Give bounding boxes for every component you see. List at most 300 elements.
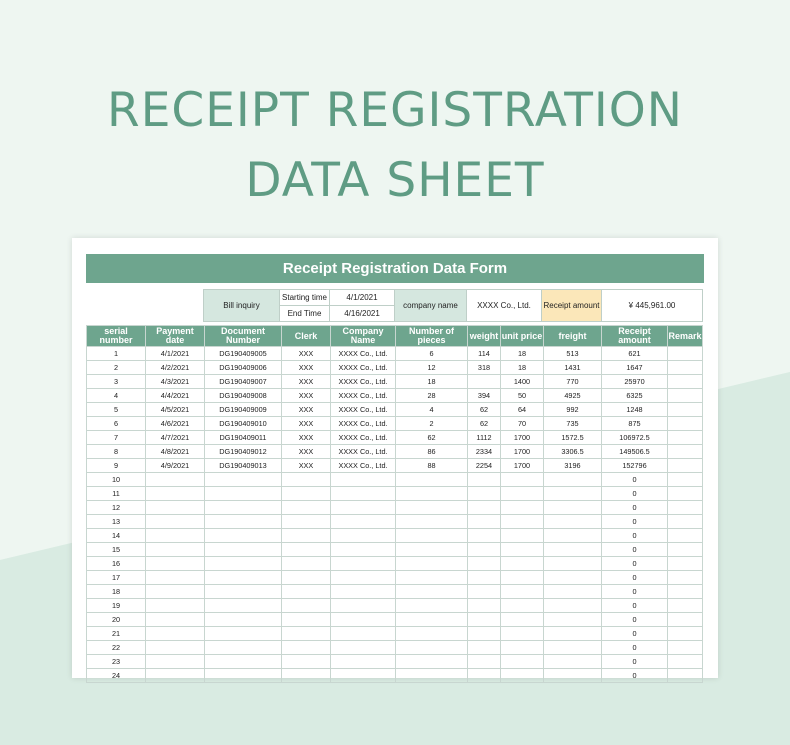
table-cell[interactable] <box>668 501 703 515</box>
table-cell[interactable]: DG190409006 <box>205 361 282 375</box>
table-cell[interactable]: XXXX Co., Ltd. <box>331 389 396 403</box>
table-cell[interactable] <box>331 543 396 557</box>
table-cell[interactable] <box>501 571 544 585</box>
table-row <box>87 459 703 473</box>
table-cell[interactable]: XXX <box>282 417 331 431</box>
table-cell[interactable]: 0 <box>602 487 668 501</box>
table-cell[interactable] <box>544 571 602 585</box>
table-cell[interactable] <box>501 529 544 543</box>
table-cell[interactable]: XXX <box>282 431 331 445</box>
table-cell[interactable] <box>282 641 331 655</box>
table-cell[interactable]: DG190409008 <box>205 389 282 403</box>
table-cell[interactable]: 0 <box>602 557 668 571</box>
table-cell[interactable]: 22 <box>87 641 146 655</box>
table-cell[interactable]: 2 <box>87 361 146 375</box>
table-cell[interactable]: 16 <box>87 557 146 571</box>
table-cell[interactable] <box>501 655 544 669</box>
table-cell[interactable]: 0 <box>602 669 668 683</box>
table-cell[interactable] <box>668 613 703 627</box>
table-cell[interactable]: 2254 <box>468 459 501 473</box>
table-cell[interactable]: 62 <box>396 431 468 445</box>
table-cell[interactable] <box>668 543 703 557</box>
table-row <box>87 641 703 655</box>
table-cell[interactable] <box>146 627 205 641</box>
table-cell[interactable]: 9 <box>87 459 146 473</box>
table-cell[interactable] <box>282 487 331 501</box>
starting-time-cell[interactable]: 4/1/2021 <box>330 290 395 306</box>
table-cell[interactable]: 18 <box>501 347 544 361</box>
table-cell[interactable] <box>501 669 544 683</box>
table-cell[interactable] <box>544 641 602 655</box>
table-cell[interactable]: 62 <box>468 417 501 431</box>
table-cell[interactable] <box>205 641 282 655</box>
table-row <box>87 473 703 487</box>
table-cell[interactable] <box>668 571 703 585</box>
table-cell[interactable] <box>544 669 602 683</box>
table-cell[interactable]: 3196 <box>544 459 602 473</box>
bill-inquiry-label: Bill inquiry <box>204 290 280 322</box>
table-cell[interactable]: DG190409009 <box>205 403 282 417</box>
table-cell[interactable]: XXXX Co., Ltd. <box>331 347 396 361</box>
table-cell[interactable] <box>396 669 468 683</box>
table-row <box>87 599 703 613</box>
table-cell[interactable] <box>396 529 468 543</box>
table-cell[interactable] <box>396 543 468 557</box>
table-cell[interactable] <box>282 585 331 599</box>
table-cell[interactable] <box>205 557 282 571</box>
table-cell[interactable]: 1 <box>87 347 146 361</box>
table-cell[interactable]: 4/8/2021 <box>146 445 205 459</box>
table-cell[interactable] <box>501 627 544 641</box>
table-cell[interactable]: XXXX Co., Ltd. <box>331 459 396 473</box>
table-cell[interactable]: 1431 <box>544 361 602 375</box>
table-cell[interactable]: 20 <box>87 613 146 627</box>
table-cell[interactable] <box>544 599 602 613</box>
table-cell[interactable] <box>396 655 468 669</box>
end-time-label: End Time <box>280 306 330 322</box>
table-row <box>87 627 703 641</box>
table-cell[interactable]: 0 <box>602 515 668 529</box>
table-cell[interactable] <box>396 585 468 599</box>
table-cell[interactable]: 64 <box>501 403 544 417</box>
table-cell[interactable]: 318 <box>468 361 501 375</box>
table-cell[interactable]: 5 <box>87 403 146 417</box>
table-cell[interactable]: 4/9/2021 <box>146 459 205 473</box>
page-title-line1: RECEIPT REGISTRATION <box>107 83 683 138</box>
table-cell[interactable] <box>331 501 396 515</box>
table-cell[interactable] <box>396 501 468 515</box>
table-cell[interactable]: 0 <box>602 613 668 627</box>
table-row <box>87 347 703 361</box>
table-cell[interactable]: 1700 <box>501 445 544 459</box>
table-cell[interactable]: 875 <box>602 417 668 431</box>
table-cell[interactable] <box>146 557 205 571</box>
table-cell[interactable]: 2334 <box>468 445 501 459</box>
table-cell[interactable] <box>396 571 468 585</box>
table-cell[interactable]: 2 <box>396 417 468 431</box>
table-cell[interactable]: 28 <box>396 389 468 403</box>
table-cell[interactable] <box>544 515 602 529</box>
table-cell[interactable]: 4925 <box>544 389 602 403</box>
table-cell[interactable] <box>331 473 396 487</box>
table-cell[interactable] <box>544 557 602 571</box>
table-cell[interactable]: XXX <box>282 403 331 417</box>
table-cell[interactable]: 770 <box>544 375 602 389</box>
table-cell[interactable] <box>396 641 468 655</box>
table-cell[interactable] <box>146 473 205 487</box>
table-cell[interactable]: DG190409011 <box>205 431 282 445</box>
table-cell[interactable] <box>331 641 396 655</box>
table-cell[interactable] <box>501 599 544 613</box>
table-cell[interactable]: XXXX Co., Ltd. <box>331 403 396 417</box>
table-cell[interactable] <box>501 543 544 557</box>
table-cell[interactable]: 50 <box>501 389 544 403</box>
table-cell[interactable]: 1700 <box>501 431 544 445</box>
table-cell[interactable] <box>146 585 205 599</box>
table-cell[interactable] <box>501 585 544 599</box>
table-cell[interactable]: 7 <box>87 431 146 445</box>
header-document-number: Document Number <box>205 326 282 347</box>
table-cell[interactable]: XXX <box>282 389 331 403</box>
page-title-line2: DATA SHEET <box>245 153 545 208</box>
table-cell[interactable]: XXX <box>282 445 331 459</box>
table-cell[interactable] <box>331 557 396 571</box>
table-cell[interactable] <box>501 613 544 627</box>
table-cell[interactable] <box>396 613 468 627</box>
table-cell[interactable]: 6325 <box>602 389 668 403</box>
header-payment-date: Payment date <box>146 326 205 347</box>
table-cell[interactable]: 4/3/2021 <box>146 375 205 389</box>
table-cell[interactable]: XXX <box>282 347 331 361</box>
table-cell[interactable]: DG190409005 <box>205 347 282 361</box>
table-cell[interactable]: 17 <box>87 571 146 585</box>
table-cell[interactable]: 106972.5 <box>602 431 668 445</box>
table-cell[interactable] <box>331 487 396 501</box>
table-cell[interactable] <box>396 473 468 487</box>
table-cell[interactable] <box>282 515 331 529</box>
table-cell[interactable] <box>544 543 602 557</box>
table-cell[interactable] <box>668 403 703 417</box>
table-cell[interactable] <box>205 473 282 487</box>
table-cell[interactable] <box>501 501 544 515</box>
table-cell[interactable]: 62 <box>468 403 501 417</box>
table-cell[interactable] <box>468 641 501 655</box>
table-cell[interactable] <box>146 487 205 501</box>
table-cell[interactable] <box>668 389 703 403</box>
table-cell[interactable] <box>668 431 703 445</box>
table-cell[interactable] <box>396 557 468 571</box>
table-cell[interactable] <box>282 557 331 571</box>
table-cell[interactable]: 12 <box>87 501 146 515</box>
table-cell[interactable] <box>668 599 703 613</box>
table-cell[interactable] <box>668 459 703 473</box>
table-cell[interactable]: 19 <box>87 599 146 613</box>
table-cell[interactable] <box>468 669 501 683</box>
table-cell[interactable] <box>544 529 602 543</box>
table-cell[interactable]: 0 <box>602 529 668 543</box>
table-cell[interactable] <box>205 571 282 585</box>
table-cell[interactable]: 0 <box>602 501 668 515</box>
header-weight: weight <box>468 326 501 347</box>
table-cell[interactable] <box>146 529 205 543</box>
table-cell[interactable] <box>146 501 205 515</box>
table-cell[interactable] <box>396 515 468 529</box>
table-cell[interactable]: 3 <box>87 375 146 389</box>
table-cell[interactable] <box>331 613 396 627</box>
table-cell[interactable] <box>468 571 501 585</box>
table-cell[interactable] <box>544 473 602 487</box>
table-cell[interactable]: 1700 <box>501 459 544 473</box>
table-cell[interactable]: 1572.5 <box>544 431 602 445</box>
table-cell[interactable] <box>205 487 282 501</box>
table-cell[interactable] <box>468 515 501 529</box>
table-cell[interactable] <box>468 529 501 543</box>
table-cell[interactable] <box>668 515 703 529</box>
table-cell[interactable] <box>468 557 501 571</box>
table-cell[interactable] <box>668 585 703 599</box>
table-cell[interactable] <box>205 599 282 613</box>
table-cell[interactable]: 3306.5 <box>544 445 602 459</box>
table-cell[interactable]: 1647 <box>602 361 668 375</box>
table-cell[interactable] <box>668 347 703 361</box>
table-cell[interactable]: 18 <box>87 585 146 599</box>
table-cell[interactable] <box>544 613 602 627</box>
table-cell[interactable] <box>205 655 282 669</box>
table-cell[interactable]: XXXX Co., Ltd. <box>331 417 396 431</box>
table-cell[interactable] <box>668 655 703 669</box>
header-company-name: Company Name <box>331 326 396 347</box>
table-cell[interactable] <box>146 655 205 669</box>
table-cell[interactable] <box>668 375 703 389</box>
table-cell[interactable]: 13 <box>87 515 146 529</box>
table-cell[interactable]: 10 <box>87 473 146 487</box>
table-cell[interactable] <box>468 585 501 599</box>
table-cell[interactable]: XXX <box>282 459 331 473</box>
table-cell[interactable] <box>205 585 282 599</box>
table-cell[interactable]: 6 <box>87 417 146 431</box>
table-cell[interactable]: 25970 <box>602 375 668 389</box>
table-cell[interactable] <box>282 501 331 515</box>
table-cell[interactable] <box>668 641 703 655</box>
table-cell[interactable]: 12 <box>396 361 468 375</box>
table-cell[interactable]: 4/4/2021 <box>146 389 205 403</box>
table-cell[interactable] <box>282 669 331 683</box>
table-cell[interactable]: 4/5/2021 <box>146 403 205 417</box>
table-cell[interactable]: DG190409007 <box>205 375 282 389</box>
table-cell[interactable]: 1400 <box>501 375 544 389</box>
table-cell[interactable] <box>282 627 331 641</box>
table-cell[interactable] <box>468 599 501 613</box>
table-cell[interactable]: 621 <box>602 347 668 361</box>
table-cell[interactable] <box>668 445 703 459</box>
table-cell[interactable] <box>205 515 282 529</box>
table-cell[interactable]: 6 <box>396 347 468 361</box>
table-row <box>87 571 703 585</box>
table-cell[interactable] <box>331 571 396 585</box>
table-cell[interactable]: 394 <box>468 389 501 403</box>
table-cell[interactable] <box>205 627 282 641</box>
table-cell[interactable] <box>468 501 501 515</box>
table-cell[interactable]: 8 <box>87 445 146 459</box>
table-cell[interactable] <box>501 473 544 487</box>
table-row <box>87 585 703 599</box>
table-cell[interactable]: 4/2/2021 <box>146 361 205 375</box>
table-cell[interactable]: 0 <box>602 571 668 585</box>
table-cell[interactable] <box>468 487 501 501</box>
data-table <box>86 325 703 683</box>
table-cell[interactable]: 513 <box>544 347 602 361</box>
table-cell[interactable] <box>668 557 703 571</box>
table-cell[interactable] <box>205 501 282 515</box>
table-cell[interactable] <box>501 515 544 529</box>
table-cell[interactable] <box>668 487 703 501</box>
table-cell[interactable]: 86 <box>396 445 468 459</box>
table-cell[interactable] <box>331 627 396 641</box>
table-cell[interactable]: XXX <box>282 361 331 375</box>
header-unit-price: unit price <box>501 326 544 347</box>
table-cell[interactable] <box>331 529 396 543</box>
table-cell[interactable] <box>331 515 396 529</box>
table-cell[interactable]: XXX <box>282 375 331 389</box>
table-row <box>87 501 703 515</box>
table-cell[interactable]: 14 <box>87 529 146 543</box>
table-cell[interactable] <box>468 543 501 557</box>
table-cell[interactable]: 23 <box>87 655 146 669</box>
table-cell[interactable] <box>146 515 205 529</box>
table-cell[interactable]: 0 <box>602 599 668 613</box>
header-freight: freight <box>544 326 602 347</box>
table-cell[interactable] <box>331 599 396 613</box>
table-cell[interactable]: 0 <box>602 655 668 669</box>
table-row <box>87 669 703 683</box>
table-cell[interactable] <box>544 655 602 669</box>
table-cell[interactable] <box>468 627 501 641</box>
table-cell[interactable]: XXXX Co., Ltd. <box>331 445 396 459</box>
table-cell[interactable] <box>282 571 331 585</box>
table-cell[interactable] <box>282 529 331 543</box>
table-cell[interactable] <box>544 627 602 641</box>
table-cell[interactable]: 21 <box>87 627 146 641</box>
table-cell[interactable] <box>501 487 544 501</box>
table-cell[interactable] <box>146 599 205 613</box>
table-cell[interactable]: 15 <box>87 543 146 557</box>
table-cell[interactable]: 1112 <box>468 431 501 445</box>
table-cell[interactable]: DG190409013 <box>205 459 282 473</box>
table-cell[interactable] <box>282 543 331 557</box>
table-cell[interactable] <box>468 655 501 669</box>
table-cell[interactable]: 149506.5 <box>602 445 668 459</box>
table-cell[interactable] <box>146 641 205 655</box>
table-cell[interactable]: 1248 <box>602 403 668 417</box>
table-cell[interactable] <box>146 669 205 683</box>
table-row <box>87 417 703 431</box>
table-cell[interactable] <box>396 599 468 613</box>
table-cell[interactable] <box>205 543 282 557</box>
table-row <box>87 389 703 403</box>
table-cell[interactable]: DG190409012 <box>205 445 282 459</box>
table-cell[interactable] <box>205 613 282 627</box>
table-cell[interactable] <box>501 557 544 571</box>
receipt-amount-cell[interactable]: ¥ 445,961.00 <box>602 290 703 322</box>
table-cell[interactable] <box>146 543 205 557</box>
table-cell[interactable]: 11 <box>87 487 146 501</box>
table-cell[interactable]: 88 <box>396 459 468 473</box>
table-cell[interactable] <box>668 473 703 487</box>
table-cell[interactable] <box>282 613 331 627</box>
table-cell[interactable] <box>396 627 468 641</box>
table-cell[interactable]: 114 <box>468 347 501 361</box>
table-cell[interactable]: 152796 <box>602 459 668 473</box>
table-cell[interactable] <box>544 487 602 501</box>
table-cell[interactable]: 4/1/2021 <box>146 347 205 361</box>
table-cell[interactable] <box>668 669 703 683</box>
table-cell[interactable]: 4 <box>87 389 146 403</box>
table-cell[interactable]: XXXX Co., Ltd. <box>331 375 396 389</box>
table-cell[interactable] <box>205 529 282 543</box>
table-cell[interactable]: XXXX Co., Ltd. <box>331 361 396 375</box>
table-cell[interactable] <box>282 655 331 669</box>
table-cell[interactable]: 18 <box>501 361 544 375</box>
header-clerk: Clerk <box>282 326 331 347</box>
table-cell[interactable] <box>396 487 468 501</box>
starting-time-label: Starting time <box>280 290 330 306</box>
table-cell[interactable]: 0 <box>602 627 668 641</box>
table-cell[interactable]: 992 <box>544 403 602 417</box>
table-row <box>87 613 703 627</box>
form-title: Receipt Registration Data Form <box>86 254 704 283</box>
table-cell[interactable] <box>468 375 501 389</box>
table-cell[interactable] <box>668 361 703 375</box>
table-cell[interactable] <box>501 641 544 655</box>
table-cell[interactable]: 24 <box>87 669 146 683</box>
end-time-cell[interactable]: 4/16/2021 <box>330 306 395 322</box>
table-cell[interactable] <box>146 571 205 585</box>
table-row <box>87 361 703 375</box>
table-cell[interactable] <box>282 599 331 613</box>
table-cell[interactable] <box>668 417 703 431</box>
table-cell[interactable] <box>331 669 396 683</box>
header-number-of-pieces: Number of pieces <box>396 326 468 347</box>
table-cell[interactable]: 4 <box>396 403 468 417</box>
table-cell[interactable]: 70 <box>501 417 544 431</box>
filter-panel <box>203 289 703 322</box>
table-row <box>87 431 703 445</box>
table-cell[interactable] <box>331 655 396 669</box>
table-cell[interactable]: 4/6/2021 <box>146 417 205 431</box>
table-cell[interactable]: 18 <box>396 375 468 389</box>
table-cell[interactable] <box>668 627 703 641</box>
table-cell[interactable] <box>282 473 331 487</box>
table-cell[interactable] <box>468 473 501 487</box>
table-cell[interactable] <box>544 501 602 515</box>
company-name-cell[interactable]: XXXX Co., Ltd. <box>467 290 542 322</box>
table-cell[interactable] <box>205 669 282 683</box>
table-cell[interactable]: 4/7/2021 <box>146 431 205 445</box>
table-cell[interactable] <box>331 585 396 599</box>
table-cell[interactable]: 0 <box>602 473 668 487</box>
table-cell[interactable] <box>668 529 703 543</box>
table-cell[interactable]: DG190409010 <box>205 417 282 431</box>
table-cell[interactable]: 0 <box>602 585 668 599</box>
table-cell[interactable] <box>146 613 205 627</box>
table-cell[interactable]: 735 <box>544 417 602 431</box>
table-cell[interactable]: XXXX Co., Ltd. <box>331 431 396 445</box>
table-cell[interactable]: 0 <box>602 641 668 655</box>
table-cell[interactable] <box>544 585 602 599</box>
table-cell[interactable] <box>468 613 501 627</box>
company-name-label: company name <box>395 290 467 322</box>
table-cell[interactable]: 0 <box>602 543 668 557</box>
